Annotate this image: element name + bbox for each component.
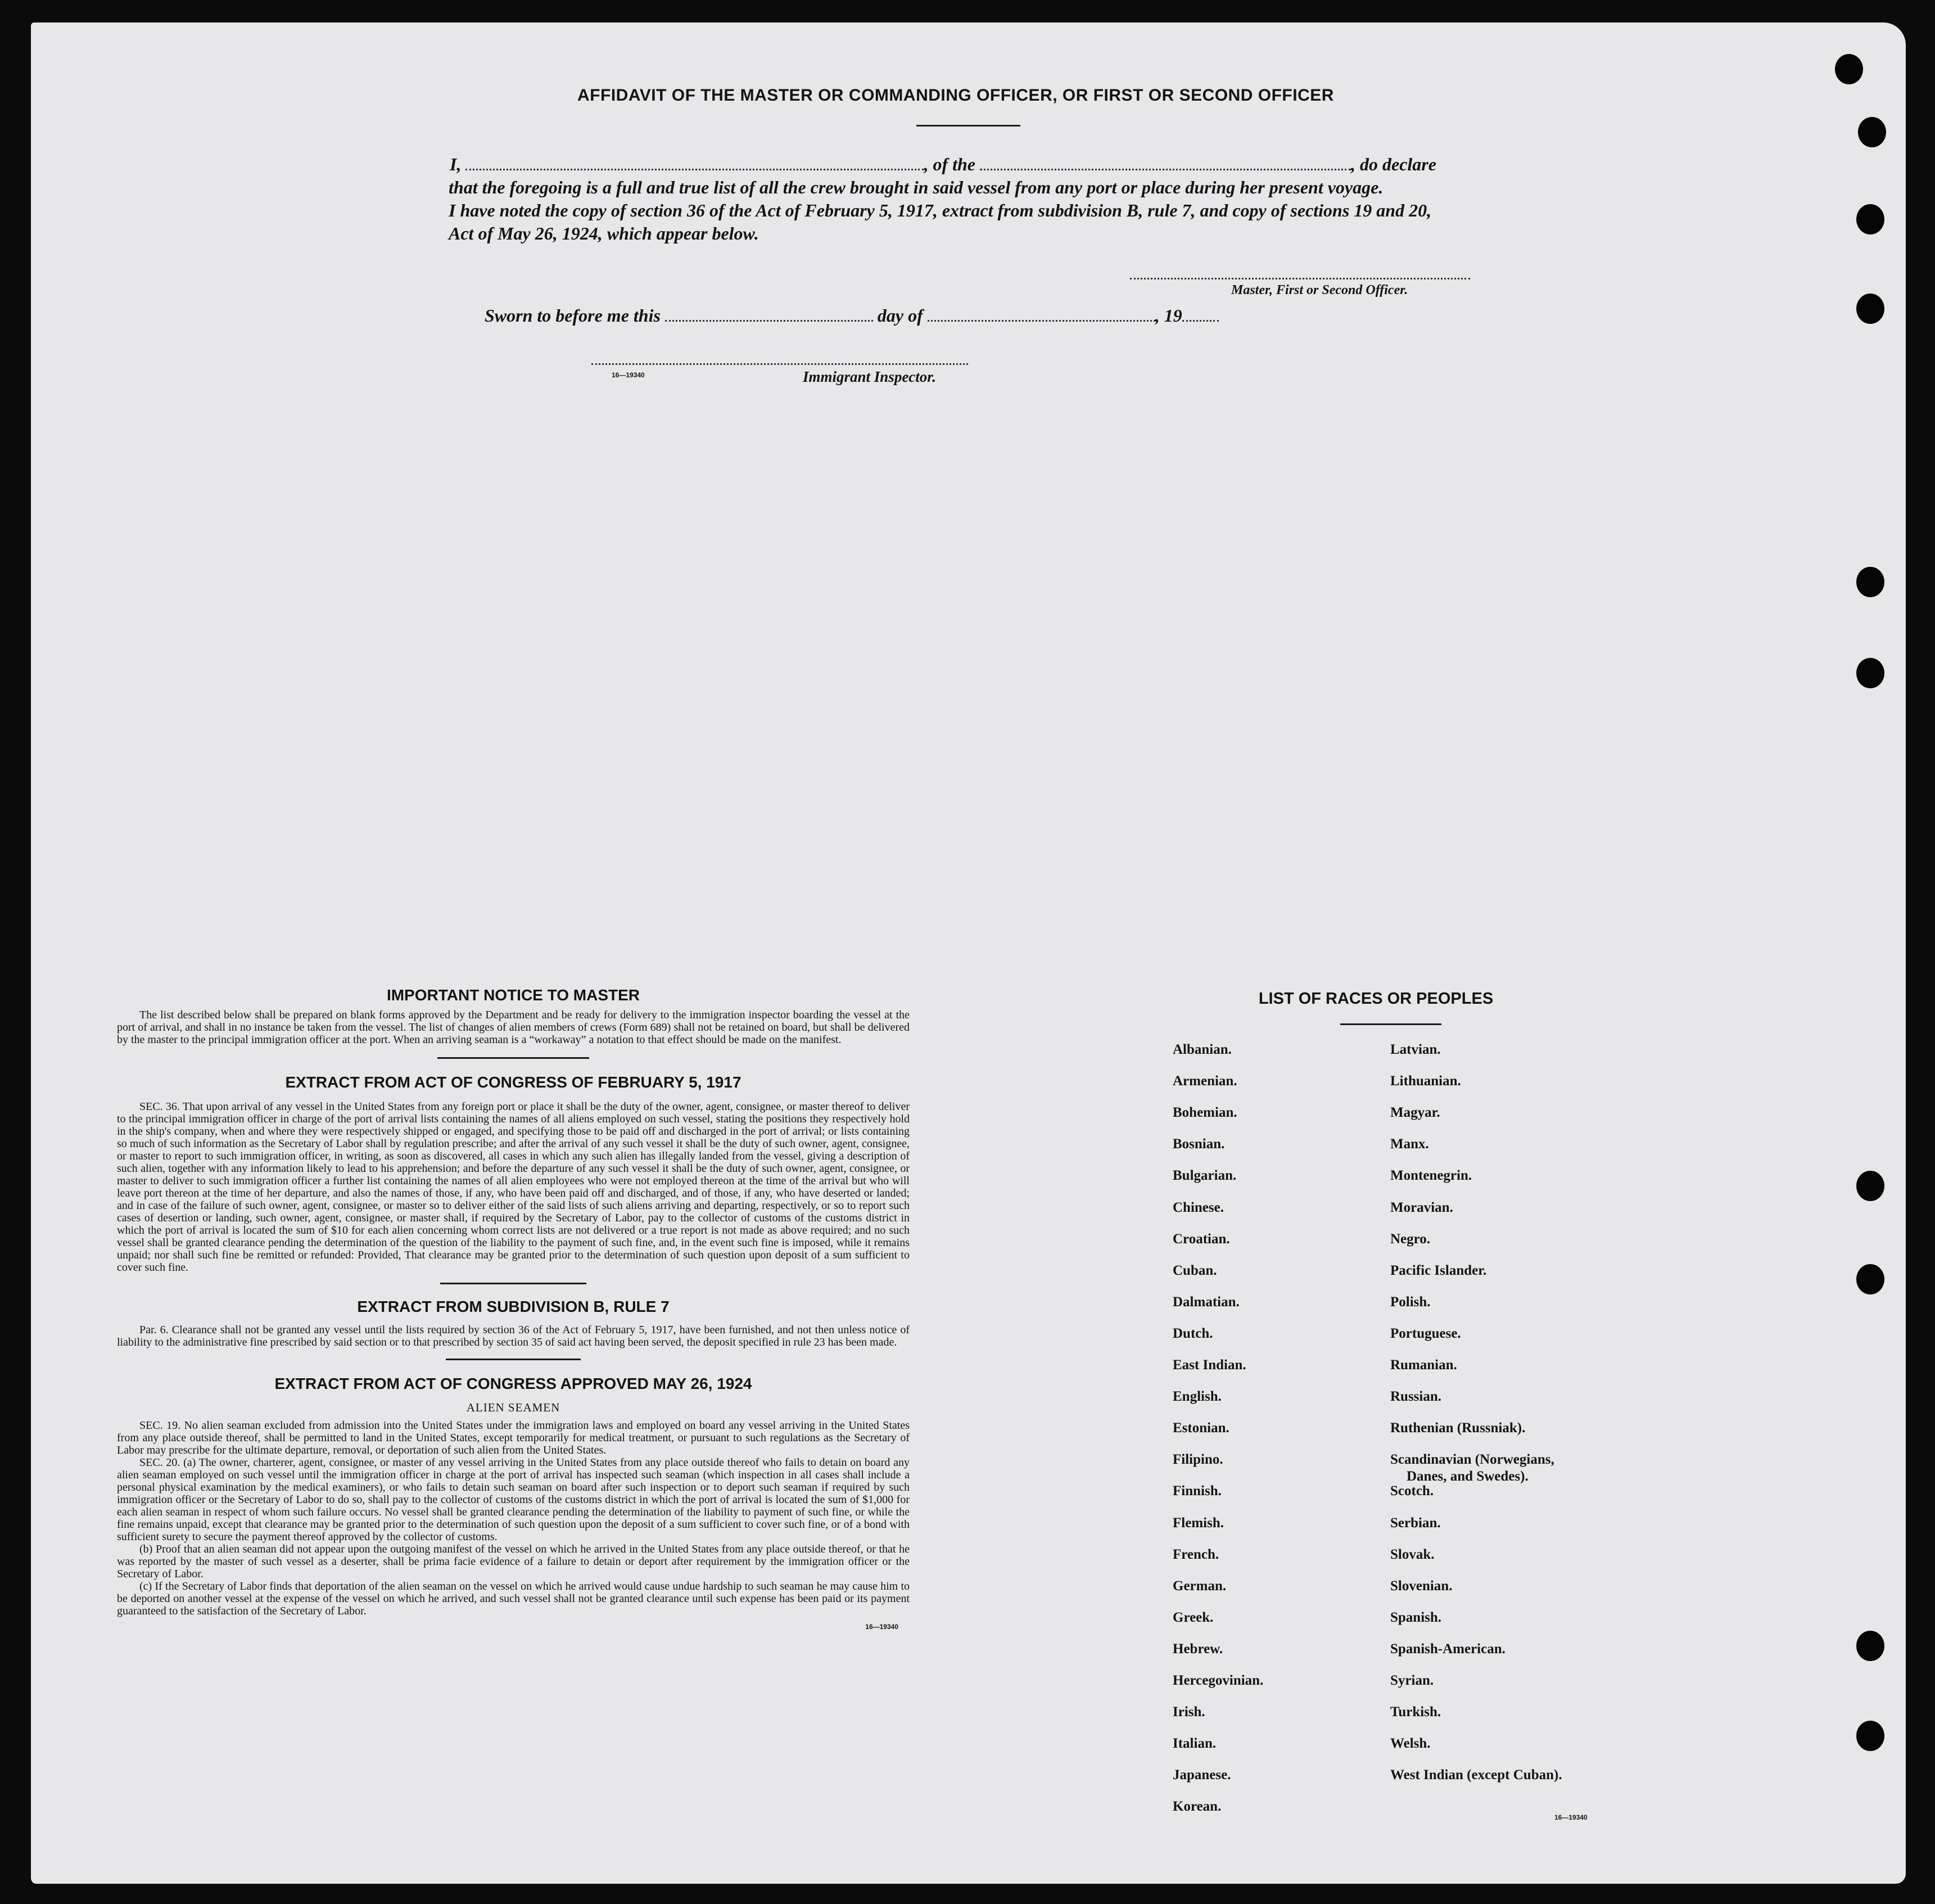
affidavit-line-4: Act of May 26, 1924, which appear below. — [449, 223, 759, 243]
race-item: Filipino. — [1173, 1452, 1223, 1468]
race-item: Magyar. — [1390, 1105, 1440, 1121]
day-blank[interactable] — [665, 305, 873, 322]
year-blank[interactable] — [1182, 305, 1219, 322]
extract-1924-heading: EXTRACT FROM ACT OF CONGRESS APPROVED MAY 26, 1924 — [274, 1375, 752, 1392]
race-item: Lithuanian. — [1390, 1073, 1461, 1089]
race-item: Negro. — [1390, 1231, 1431, 1247]
race-item: Welsh. — [1390, 1736, 1431, 1752]
race-item: Slovenian. — [1390, 1578, 1453, 1594]
extract-1917-text: SEC. 36. That upon arrival of any vessel in the United States from any foreign port or place it shall be the duty of the owner, agent, consignee, or master thereof to deliver to the principal immigration officer in charge of the port of arrival lists containing the names of all aliens employed on such vessel, stating the positions they respectively hold in the ship's company, when and where they were respectively shipped or engaged, and specifying those to be paid off and discharged in the port of arrival; or lists containing so much of such information as the Secretary of Labor shall by regulation prescribe; and after the arrival of any such vessel it shall be the duty of such owner, agent, consignee, or master to report to such immigration officer, in writing, as soon as discovered, all cases in which any such alien has illegally landed from the vessel, giving a description of such alien, together with any information likely to lead to his apprehension; and before the departure of any such vessel it shall be the duty of such owner, agent, consignee, or master to deliver to such immigration officer a further list containing the names of all alien employees who were not employed thereon at the time of the arrival but who will leave port thereon at the time of her departure, and also the names of those, if any, who have been paid off and discharged, and of those, if any, who have deserted or landed; and in case of the failure of such owner, agent, consignee, or master so to deliver either of the said lists of such aliens arriving and departing, respectively, or so to report such cases of desertion or landing, such owner, agent, consignee, or master shall, if required by the Secretary of Labor, pay to the collector of customs of the customs district in which the port of arrival is located the sum of $10 for each alien concerning whom correct lists are not delivered or a true report is not made as above required; and no such vessel shall be granted clearance pending the determination of the question of the liability to the payment of such fine, and, in the event such fine is imposed, while it remains unpaid; nor shall such fine be remitted or refunded: Provided, That clearance may be granted prior to the determination of such question upon deposit of a sum sufficient to cover such fine. — [117, 1100, 910, 1274]
punch-hole — [1856, 204, 1884, 234]
race-item: Hercegovinian. — [1173, 1673, 1264, 1688]
race-item: Scotch. — [1390, 1483, 1434, 1499]
declaration-do-declare-label: , do declare — [1351, 154, 1436, 174]
race-item: Estonian. — [1173, 1420, 1229, 1436]
race-item: Montenegrin. — [1390, 1168, 1472, 1184]
rule-7-text: Par. 6. Clearance shall not be granted any vessel until the lists required by section 36 of the Act of February 5, 1917, have been furnished, and not then unless notice of liability to the administrative fine prescribed by said section or to that prescribed by section 35 of said act having been served, the deposit specified in rule 23 has been made. — [117, 1324, 910, 1348]
month-blank[interactable] — [928, 305, 1155, 322]
form-code: 16—19340 — [1554, 1813, 1588, 1821]
race-item: Italian. — [1173, 1736, 1217, 1752]
race-item: Greek. — [1173, 1609, 1214, 1625]
race-item: Spanish-American. — [1390, 1641, 1505, 1657]
race-item: Latvian. — [1390, 1042, 1441, 1057]
race-item: English. — [1173, 1389, 1222, 1405]
race-item: Hebrew. — [1173, 1641, 1223, 1657]
race-item: Irish. — [1173, 1704, 1205, 1720]
sworn-label: Sworn to before me this — [485, 305, 661, 326]
name-blank[interactable] — [465, 154, 924, 170]
sec-19-text: SEC. 19. No alien seaman excluded from admission into the United States under the immigration laws and employed on board any vessel arriving in the United States from any place outside thereof, shall be permitted to land in the United States, except temporarily for medical treatment, or pursuant to such regulations as the Secretary of Labor may prescribe for the ultimate departure, removal, or deportation of such alien from the United States. — [117, 1419, 910, 1456]
race-item: Syrian. — [1390, 1673, 1434, 1688]
race-item: German. — [1173, 1578, 1227, 1594]
affidavit-line-2: that the foregoing is a full and true list of all the crew brought in said vessel from any port or place during her present voyage. — [449, 177, 1384, 197]
race-item: Bulgarian. — [1173, 1168, 1237, 1184]
declaration-i-label: I, — [450, 154, 462, 174]
race-item: Danes, and Swedes). — [1407, 1469, 1529, 1485]
declaration-of-the-label: , of the — [924, 154, 975, 174]
punch-hole — [1856, 567, 1884, 597]
rule-7-heading: EXTRACT FROM SUBDIVISION B, RULE 7 — [357, 1298, 670, 1315]
signature-blank[interactable] — [1130, 267, 1470, 279]
punch-hole — [1835, 54, 1863, 84]
affidavit-declaration-line — [450, 153, 1436, 176]
punch-hole — [1856, 1631, 1884, 1661]
race-item: Scandinavian (Norwegians, — [1390, 1452, 1554, 1468]
races-heading: LIST OF RACES OR PEOPLES — [1258, 990, 1494, 1008]
form-code: 16—19340 — [612, 371, 645, 379]
punch-hole — [1856, 1721, 1884, 1751]
race-item: Flemish. — [1173, 1515, 1224, 1531]
inspector-signature-blank[interactable] — [591, 355, 968, 365]
divider — [437, 1057, 589, 1059]
divider — [446, 1359, 581, 1360]
divider — [1340, 1023, 1441, 1025]
race-item: Portuguese. — [1390, 1325, 1461, 1341]
race-item: Moravian. — [1390, 1199, 1453, 1215]
race-item: Chinese. — [1173, 1199, 1224, 1215]
punch-hole — [1856, 658, 1884, 688]
sec-20a-text: SEC. 20. (a) The owner, charterer, agent, consignee, or master of any vessel arriving in the United States from any place outside thereof who fails to detain on board any alien seaman employed on such vessel until the immigration officer in charge at the port of arrival has inspected such seaman (which inspection in all cases shall include a personal physical examination by the medical examiners), or who fails to detain such seaman on board after such inspection or to deport such seaman if required by such immigration officer or the Secretary of Labor to do so, shall pay to the collector of customs of the customs district in which the port of arrival is located the sum of $1,000 for each alien seaman in respect of whom such failure occurs. No vessel shall be granted clearance pending the determination of the liability to payment of such fine, or while the fine remains unpaid, except that clearance may be granted prior to the determination of such question upon the deposit of a sum sufficient to cover such fine, or of a bond with sufficient surety to secure the payment thereof approved by the collector of customs. — [117, 1456, 910, 1543]
race-item: Albanian. — [1173, 1042, 1232, 1057]
race-item: Armenian. — [1173, 1073, 1237, 1089]
punch-hole — [1858, 117, 1886, 147]
notice-text: The list described below shall be prepared on blank forms approved by the Department and be ready for delivery to the immigration inspector boarding the vessel at the port of arrival, and shall in no instance be taken from the vessel. The list of changes of alien members of crews (Form 689) shall not be retained on board, but shall be delivered by the master to the principal immigration officer at the port. When an arriving seaman is a “workaway” a notation to that effect should be made on the manifest. — [117, 1009, 910, 1046]
race-item: Dutch. — [1173, 1325, 1213, 1341]
affidavit-line-3: I have noted the copy of section 36 of the Act of February 5, 1917, extract from subdivision B, rule 7, and copy of sections 19 and 20, — [449, 200, 1432, 220]
notice-heading: IMPORTANT NOTICE TO MASTER — [386, 986, 640, 1004]
affidavit-title: AFFIDAVIT OF THE MASTER OR COMMANDING OFFICER, OR FIRST OR SECOND OFFICER — [577, 86, 1334, 105]
race-item: French. — [1173, 1546, 1219, 1562]
punch-hole — [1856, 1264, 1884, 1294]
vessel-blank[interactable] — [980, 154, 1351, 170]
race-item: Korean. — [1173, 1799, 1222, 1815]
inspector-label: Immigrant Inspector. — [803, 368, 937, 385]
race-item: Ruthenian (Russniak). — [1390, 1420, 1526, 1436]
sec-20c-text: (c) If the Secretary of Labor finds that deportation of the alien seaman on the vessel on which he arrived would cause undue hardship to such seaman he may cause him to be deported on another vessel at the expense of the vessel on which he arrived, and such vessel shall not be granted clearance until such expense has been paid or its payment guaranteed to the satisfaction of the Secretary of Labor. — [117, 1580, 910, 1617]
divider — [440, 1283, 586, 1284]
signature-label: Master, First or Second Officer. — [1231, 283, 1408, 297]
form-code: 16—19340 — [865, 1623, 898, 1631]
race-item: Rumanian. — [1390, 1357, 1457, 1373]
sec-20b-text: (b) Proof that an alien seaman did not appear upon the outgoing manifest of the vessel on which he arrived in the United States from any place outside thereof, or that he was reported by the master of such vessel as a deserter, shall be prima facie evidence of a failure to detain or deport after requirement by the immigration officer or the Secretary of Labor. — [117, 1543, 910, 1580]
day-of-label: day of — [877, 305, 923, 326]
race-item: Slovak. — [1390, 1546, 1435, 1562]
divider — [916, 125, 1020, 127]
race-item: Cuban. — [1173, 1262, 1217, 1278]
race-item: Finnish. — [1173, 1483, 1222, 1499]
race-item: Turkish. — [1390, 1704, 1441, 1720]
race-item: Polish. — [1390, 1294, 1431, 1310]
race-item: Dalmatian. — [1173, 1294, 1240, 1310]
year-prefix-label: , 19 — [1155, 305, 1182, 326]
race-item: Pacific Islander. — [1390, 1262, 1487, 1278]
race-item: Spanish. — [1390, 1609, 1442, 1625]
punch-hole — [1856, 1171, 1884, 1201]
race-item: Russian. — [1390, 1389, 1442, 1405]
notices-column — [117, 986, 910, 1631]
punch-hole — [1856, 294, 1884, 324]
race-item: Bosnian. — [1173, 1136, 1225, 1152]
race-item: Serbian. — [1390, 1515, 1441, 1531]
race-item: Croatian. — [1173, 1231, 1230, 1247]
race-item: Manx. — [1390, 1136, 1429, 1152]
alien-seamen-subheading: ALIEN SEAMEN — [466, 1401, 560, 1414]
race-item: Bohemian. — [1173, 1105, 1237, 1121]
race-item: East Indian. — [1173, 1357, 1246, 1373]
race-item: Japanese. — [1173, 1767, 1231, 1783]
extract-1917-heading: EXTRACT FROM ACT OF CONGRESS OF FEBRUARY 5, 1917 — [285, 1073, 742, 1091]
race-item: West Indian (except Cuban). — [1390, 1767, 1562, 1783]
sworn-line — [485, 304, 1219, 327]
